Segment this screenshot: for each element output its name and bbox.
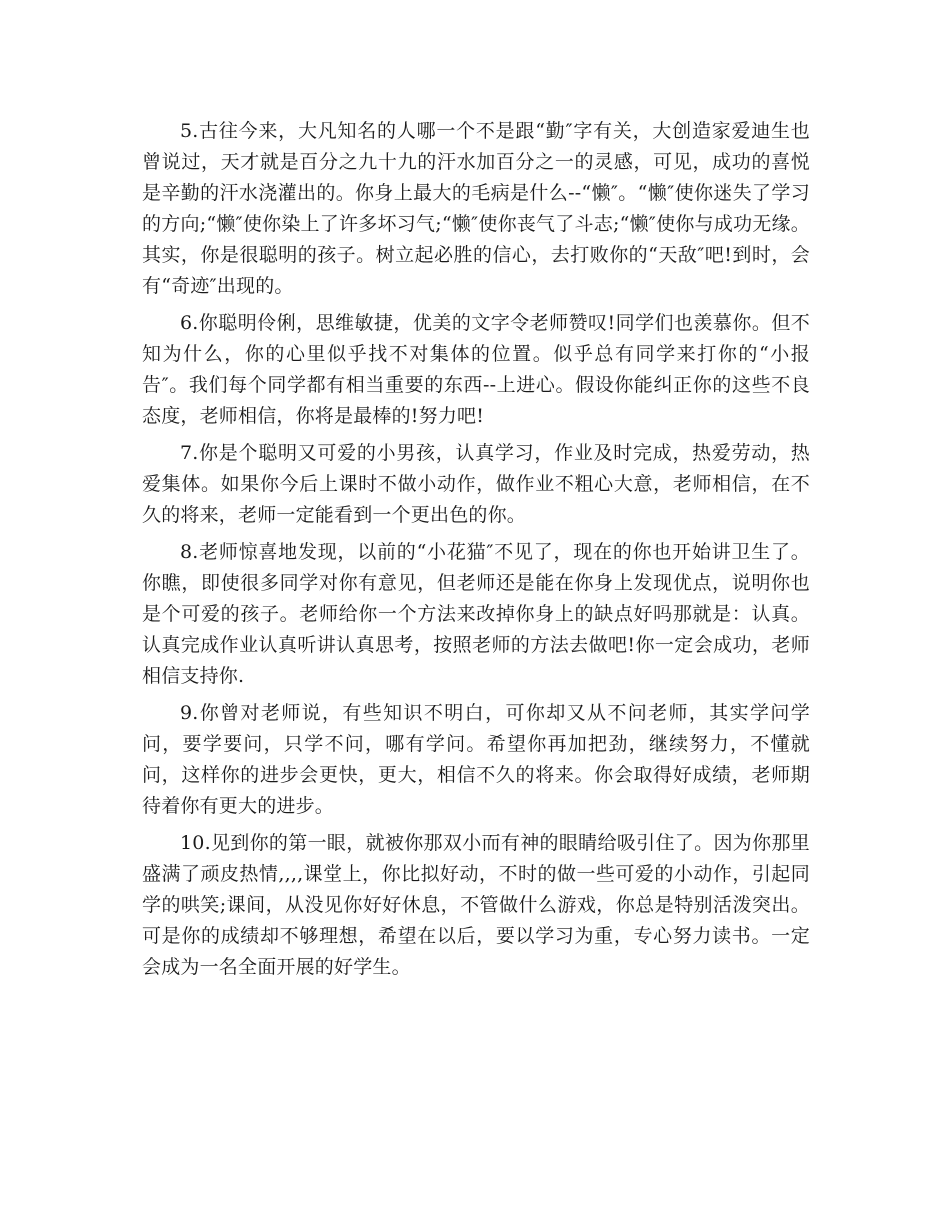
document-body bbox=[142, 116, 810, 989]
paragraph-7: 7.你是个聪明又可爱的小男孩，认真学习，作业及时完成，热爱劳动，热爱集体。如果你今后上课时不做小动作，做作业不粗心大意，老师相信，在不久的将来，老师一定能看到一个更出色的你。 bbox=[142, 442, 810, 526]
paragraph-5: 5.古往今来，大凡知名的人哪一个不是跟“勤″字有关，大创造家爱迪生也曾说过，天才就是百分之九十九的汗水加百分之一的灵感，可见，成功的喜悦是辛勤的汗水浇灌出的。你身上最大的毛病是什么--“懒″。“懒″使你迷失了学习的方向;“懒″使你染上了许多坏习气;“懒″使你丧气了斗志;“懒″使你与成功无缘。其实，你是很聪明的孩子。树立起必胜的信心，去打败你的“天敌″吧!到时，会有“奇迹″出现的。 bbox=[142, 120, 810, 297]
paragraph-6: 6.你聪明伶俐，思维敏捷，优美的文字令老师赞叹!同学们也羡慕你。但不知为什么，你的心里似乎找不对集体的位置。似乎总有同学来打你的“小报告″。我们每个同学都有相当重要的东西--上进心。假设你能纠正你的这些不良态度，老师相信，你将是最棒的!努力吧! bbox=[142, 312, 810, 427]
paragraph-9: 9.你曾对老师说，有些知识不明白，可你却又从不问老师，其实学问学问，要学要问，只学不问，哪有学问。希望你再加把劲，继续努力，不懂就问，这样你的进步会更快，更大，相信不久的将来。你会取得好成绩，老师期待着你有更大的进步。 bbox=[142, 702, 810, 817]
paragraph-10: 10.见到你的第一眼，就被你那双小而有神的眼睛给吸引住了。因为你那里盛满了顽皮热情,,,,课堂上，你比拟好动，不时的做一些可爱的小动作，引起同学的哄笑;课间，从没见你好好休息，不管做什么游戏，你总是特别活泼突出。可是你的成绩却不够理想，希望在以后，要以学习为重，专心努力读书。一定会成为一名全面开展的好学生。 bbox=[142, 832, 810, 978]
paragraph-8: 8.老师惊喜地发现，以前的“小花猫″不见了，现在的你也开始讲卫生了。你瞧，即使很多同学对你有意见，但老师还是能在你身上发现优点，说明你也是个可爱的孩子。老师给你一个方法来改掉你身上的缺点好吗那就是：认真。认真完成作业认真听讲认真思考，按照老师的方法去做吧!你一定会成功，老师相信支持你. bbox=[142, 541, 810, 687]
